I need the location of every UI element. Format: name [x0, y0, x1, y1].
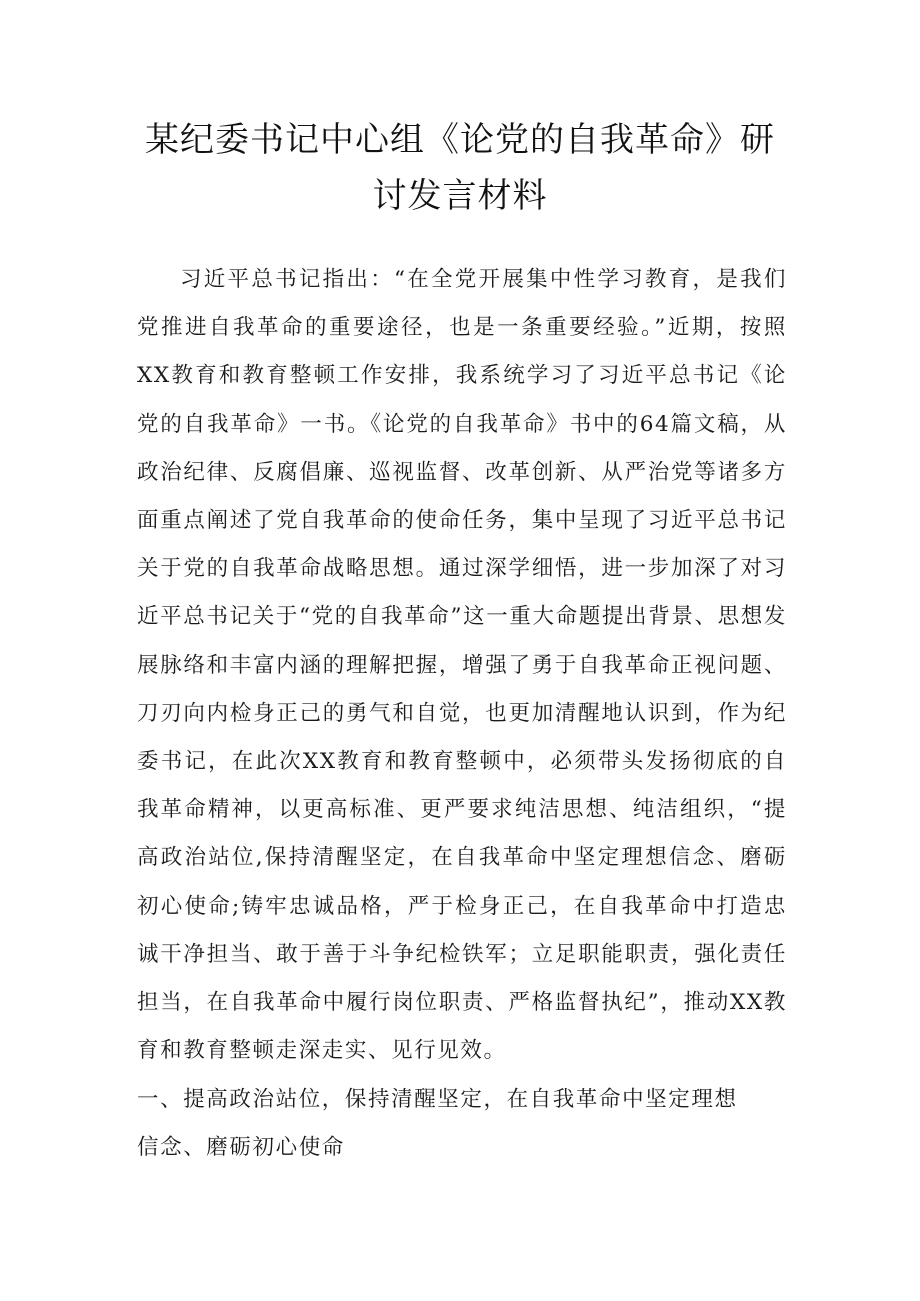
- section-heading-1-line2: 信念、磨砺初心使命: [137, 1135, 345, 1161]
- intro-paragraph: 习近平总书记指出：“在全党开展集中性学习教育，是我们党推进自我革命的重要途径，也是一条重要经验。”近期，按照XX教育和教育整顿工作安排，我系统学习了习近平总书记《论党的自我革命》一书。《论党的自我革命》书中的64篇文稿，从政治纪律、反腐倡廉、巡视监督、改革创新、从严治党等诸多方面重点阐述了党自我革命的使命任务，集中呈现了习近平总书记关于党的自我革命战略思想。通过深学细悟，进一步加深了对习近平总书记关于“党的自我革命”这一重大命题提出背景、思想发展脉络和丰富内涵的理解把握，增强了勇于自我革命正视问题、刀刃向内检身正己的勇气和自觉，也更加清醒地认识到，作为纪委书记，在此次XX教育和教育整顿中，必须带头发扬彻底的自我革命精神，以更高标准、更严要求纯洁思想、纯洁组织，“提高政治站位,保持清醒坚定，在自我革命中坚定理想信念、磨砺初心使命;铸牢忠诚品格，严于检身正己，在自我革命中打造忠诚干净担当、敢于善于斗争纪检铁军；立足职能职责，强化责任担当，在自我革命中履行岗位职责、严格监督执纪”，推动XX教育和教育整顿走深走实、见行见效。: [137, 267, 787, 1064]
- document-title-line1: 某纪委书记中心组《论党的自我革命》研: [145, 120, 775, 160]
- section-heading-1-line1: 一、提高政治站位，保持清醒坚定，在自我革命中坚定理想: [137, 1087, 738, 1112]
- section-heading-1: [137, 1076, 787, 1172]
- document-title: [130, 112, 790, 224]
- document-title-line2: 讨发言材料: [372, 176, 548, 216]
